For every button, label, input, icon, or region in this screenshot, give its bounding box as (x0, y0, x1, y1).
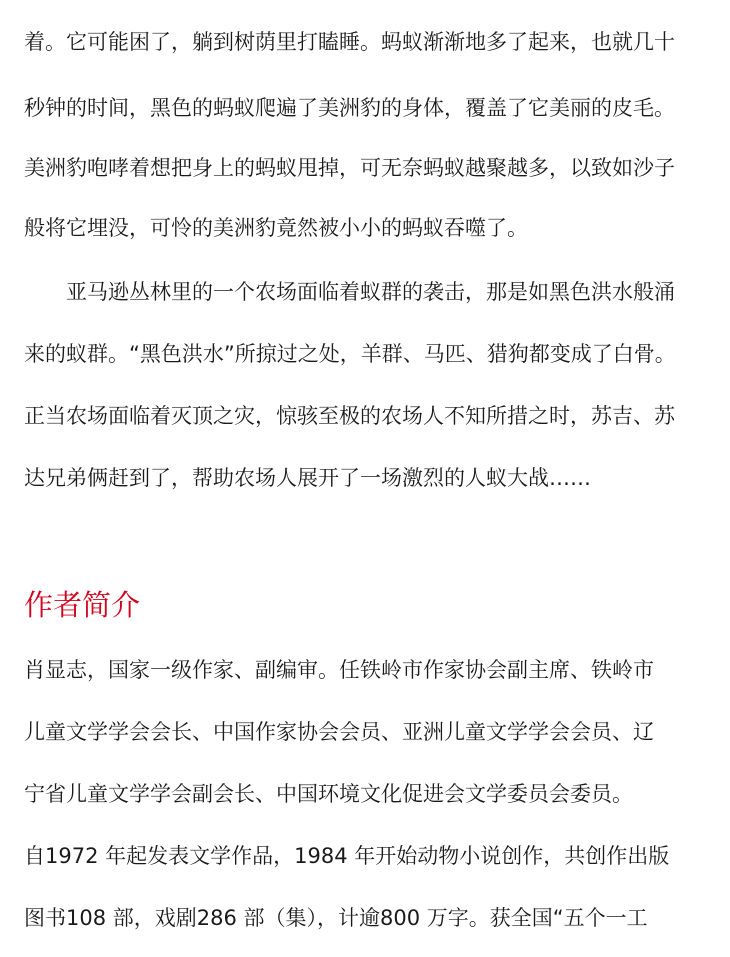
author-bio-line-1: 肖显志，国家一级作家、副编审。任铁岭市作家协会副主席、铁岭市 (24, 658, 654, 682)
story-paragraph-2-line-3: 正当农场面临着灭顶之灾，惊骇至极的农场人不知所措之时，苏吉、苏 (24, 404, 675, 428)
story-paragraph-1-line-3: 美洲豹咆哮着想把身上的蚂蚁甩掉，可无奈蚂蚁越聚越多，以致如沙子 (24, 156, 675, 180)
story-paragraph-1-line-2: 秒钟的时间，黑色的蚂蚁爬遍了美洲豹的身体，覆盖了它美丽的皮毛。 (24, 96, 675, 120)
story-paragraph-2-line-2: 来的蚁群。“黑色洪水”所掠过之处，羊群、马匹、猎狗都变成了白骨。 (24, 342, 676, 366)
author-bio-line-2: 儿童文学学会会长、中国作家协会会员、亚洲儿童文学学会会员、辽 (24, 720, 654, 744)
author-bio-line-3: 宁省儿童文学学会副会长、中国环境文化促进会文学委员会委员。 (24, 782, 633, 806)
author-bio-line-5: 图书108 部，戏剧286 部（集），计逾800 万字。获全国“五个一工 (24, 906, 648, 930)
story-paragraph-2-line-4: 达兄弟俩赶到了，帮助农场人展开了一场激烈的人蚁大战…… (24, 466, 591, 490)
story-paragraph-2-line-1: 亚马逊丛林里的一个农场面临着蚁群的袭击，那是如黑色洪水般涌 (66, 280, 675, 304)
author-section-heading: 作者简介 (24, 588, 141, 622)
story-paragraph-1-line-1: 着。它可能困了，躺到树荫里打瞌睡。蚂蚁渐渐地多了起来，也就几十 (24, 30, 675, 54)
author-bio-line-4: 自1972 年起发表文学作品，1984 年开始动物小说创作，共创作出版 (24, 844, 670, 868)
story-paragraph-1-line-4: 般将它埋没，可怜的美洲豹竟然被小小的蚂蚁吞噬了。 (24, 216, 528, 240)
